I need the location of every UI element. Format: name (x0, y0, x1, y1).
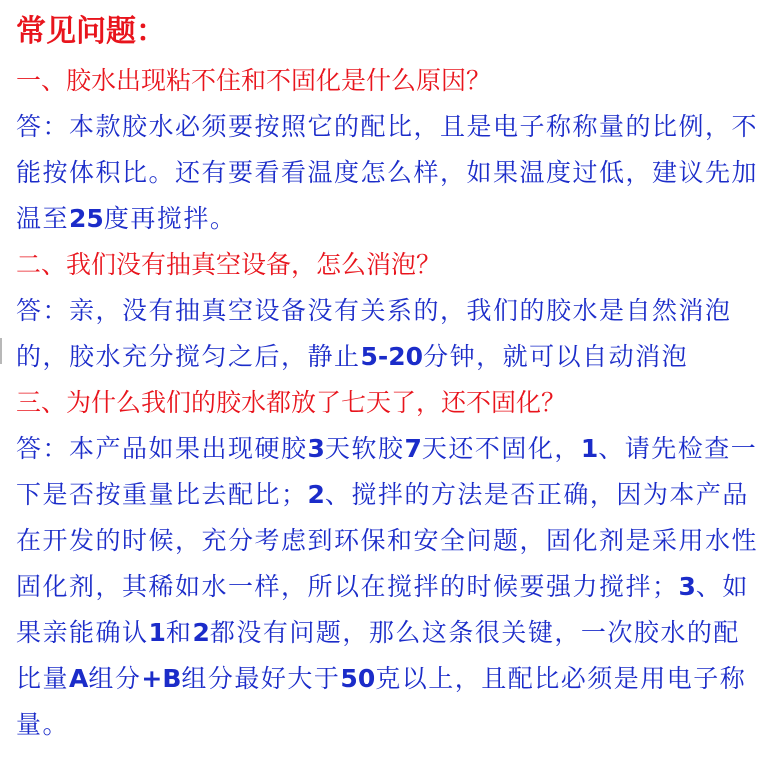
answer-text: 、请先检查一下是否按重量比去配比； (16, 434, 758, 509)
question-3: 三、为什么我们的胶水都放了七天了，还不固化？ (16, 388, 567, 417)
edge-marker (0, 338, 3, 364)
answer-number: 2 (307, 480, 325, 509)
answer-text: 都没有问题，那么这条很关键，一次胶水的配比量 (16, 618, 740, 693)
answer-text: 分钟，就可以自动消泡 (423, 342, 689, 371)
answer-text: 组分最好大于 (181, 664, 341, 693)
answer-number: A (69, 664, 89, 693)
answer-1 (16, 104, 763, 242)
answer-text: 天还不固化， (421, 434, 581, 463)
answer-number: +B (141, 664, 182, 693)
answer-text: 答：本产品如果出现硬胶 (16, 434, 308, 463)
answer-number: 2 (192, 618, 210, 647)
answer-text: 答：亲，没有抽真空设备没有关系的，我们的胶水是自然消泡的，胶水充分搅匀之后，静止 (16, 296, 732, 371)
answer-text: 克以上，且配比必须是用电子称量。 (16, 664, 747, 739)
answer-text: 度再搅拌。 (103, 204, 237, 233)
answer-number: 1 (580, 434, 599, 463)
answer-text: 、搅拌的方法是否正确，因为本产品在开发的时候，充分考虑到环保和安全问题，固化剂是采用水性固化剂，其稀如水一样，所以在搅拌的时候要强力搅拌； (16, 480, 759, 601)
answer-number: 3 (307, 434, 325, 463)
page-title: 常见问题： (16, 14, 166, 49)
answer-text: 、如果亲能确认 (16, 572, 749, 647)
answer-number: 1 (148, 618, 166, 647)
answer-number: 3 (678, 572, 696, 601)
answer-number: 50 (340, 664, 376, 693)
answer-2 (16, 288, 763, 380)
answer-text: 和 (165, 618, 193, 647)
answer-number: 25 (69, 204, 104, 233)
answer-text: 答：本款胶水必须要按照它的配比，且是电子称称量的比例，不能按体积比。还有要看看温度怎么样，如果温度过低，建议先加温至 (16, 112, 759, 233)
answer-number: 5-20 (360, 342, 424, 371)
answer-3 (16, 426, 763, 748)
answer-text: 组分 (88, 664, 142, 693)
question-2: 二、我们没有抽真空设备，怎么消泡？ (16, 250, 442, 279)
answer-text: 天软胶 (324, 434, 405, 463)
question-1: 一、胶水出现粘不住和不固化是什么原因？ (16, 66, 492, 95)
answer-number: 7 (404, 434, 422, 463)
